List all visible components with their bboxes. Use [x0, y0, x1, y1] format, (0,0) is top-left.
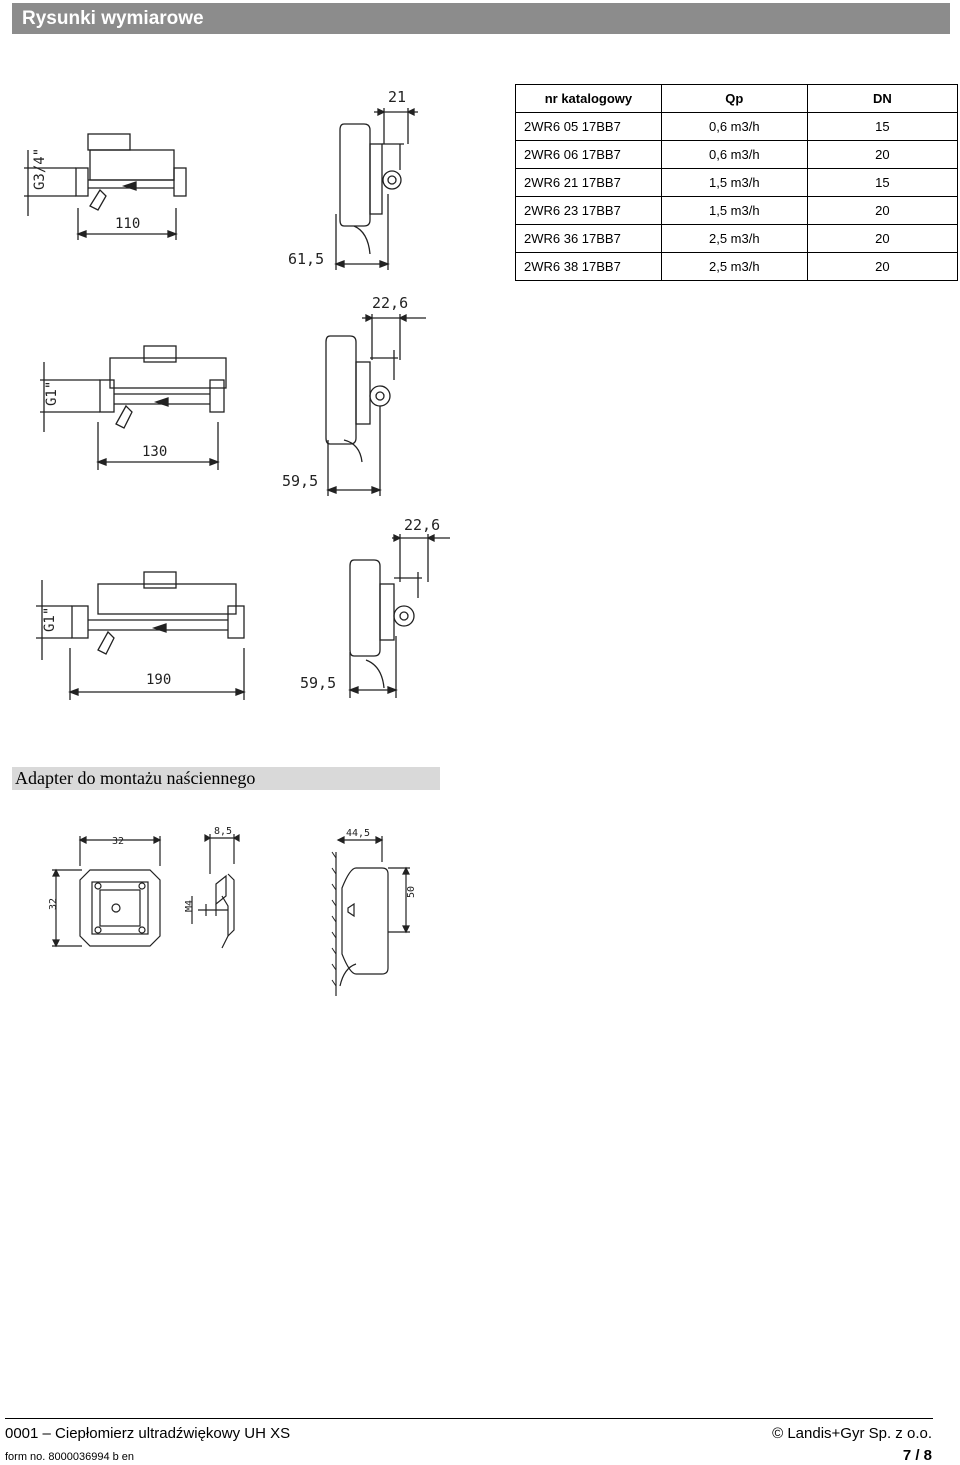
- table-row: [516, 197, 958, 225]
- table-cell: 2WR6 05 17BB7: [516, 113, 662, 141]
- table-cell: 2,5 m3/h: [661, 253, 807, 281]
- meter-front-view-1: [18, 128, 188, 248]
- table-cell: 15: [807, 113, 957, 141]
- thread-dimension: G1": [44, 380, 60, 406]
- table-row: [516, 169, 958, 197]
- meter-side-view-1: [284, 84, 444, 274]
- table-cell: 0,6 m3/h: [661, 141, 807, 169]
- side-width-dimension: 59,5: [300, 674, 337, 692]
- table-row: [516, 253, 958, 281]
- table-cell: 20: [807, 197, 957, 225]
- column-header: Qp: [661, 85, 807, 113]
- column-header: DN: [807, 85, 957, 113]
- table-cell: 2,5 m3/h: [661, 225, 807, 253]
- adapter-thickness-dimension: 8,5: [214, 826, 233, 837]
- table-cell: 15: [807, 169, 957, 197]
- page-title: Rysunki wymiarowe: [12, 3, 950, 34]
- adapter-front-view: [38, 830, 178, 960]
- length-dimension: 110: [115, 216, 141, 232]
- page-number: 7 / 8: [902, 1447, 932, 1464]
- table-cell: 20: [807, 225, 957, 253]
- table-cell: 2WR6 21 17BB7: [516, 169, 662, 197]
- top-offset-dimension: 21: [388, 88, 407, 106]
- adapter-side-section: [176, 824, 256, 954]
- screw-size-label: M4: [184, 899, 195, 912]
- table-header-row: [516, 85, 958, 113]
- thread-dimension: G3/4": [32, 147, 48, 190]
- thread-dimension: G1": [42, 606, 58, 632]
- table-cell: 2WR6 06 17BB7: [516, 141, 662, 169]
- catalog-table: [515, 84, 958, 281]
- table-row: [516, 141, 958, 169]
- table-row: [516, 113, 958, 141]
- adapter-mounted-view: [326, 822, 426, 1002]
- side-width-dimension: 59,5: [282, 472, 319, 490]
- footer-form-number: form no. 8000036994 b en: [5, 1451, 135, 1463]
- table-cell: 2WR6 23 17BB7: [516, 197, 662, 225]
- length-dimension: 190: [146, 672, 172, 688]
- meter-side-view-2: [276, 290, 446, 500]
- meter-front-view-2: [18, 342, 233, 472]
- adapter-height-dimension: 32: [48, 897, 59, 910]
- adapter-width-dimension: 32: [112, 836, 125, 847]
- top-offset-dimension: 22,6: [404, 516, 441, 534]
- footer-document-ref: 0001 – Ciepłomierz ultradźwiękowy UH XS: [5, 1425, 291, 1442]
- table-row: [516, 225, 958, 253]
- footer-divider: [5, 1418, 933, 1419]
- table-cell: 20: [807, 141, 957, 169]
- table-cell: 1,5 m3/h: [661, 169, 807, 197]
- table-cell: 2WR6 36 17BB7: [516, 225, 662, 253]
- table-cell: 0,6 m3/h: [661, 113, 807, 141]
- mount-height-dimension: 50: [406, 885, 417, 898]
- meter-side-view-3: [296, 512, 456, 702]
- top-offset-dimension: 22,6: [372, 294, 409, 312]
- table-cell: 20: [807, 253, 957, 281]
- table-cell: 1,5 m3/h: [661, 197, 807, 225]
- footer-company: © Landis+Gyr Sp. z o.o.: [772, 1425, 932, 1442]
- table-cell: 2WR6 38 17BB7: [516, 253, 662, 281]
- length-dimension: 130: [142, 444, 168, 460]
- side-width-dimension: 61,5: [288, 250, 325, 268]
- column-header: nr katalogowy: [516, 85, 662, 113]
- meter-front-view-3: [18, 568, 268, 703]
- adapter-depth-dimension: 44,5: [346, 828, 371, 839]
- adapter-section-heading: Adapter do montażu naściennego: [12, 767, 440, 790]
